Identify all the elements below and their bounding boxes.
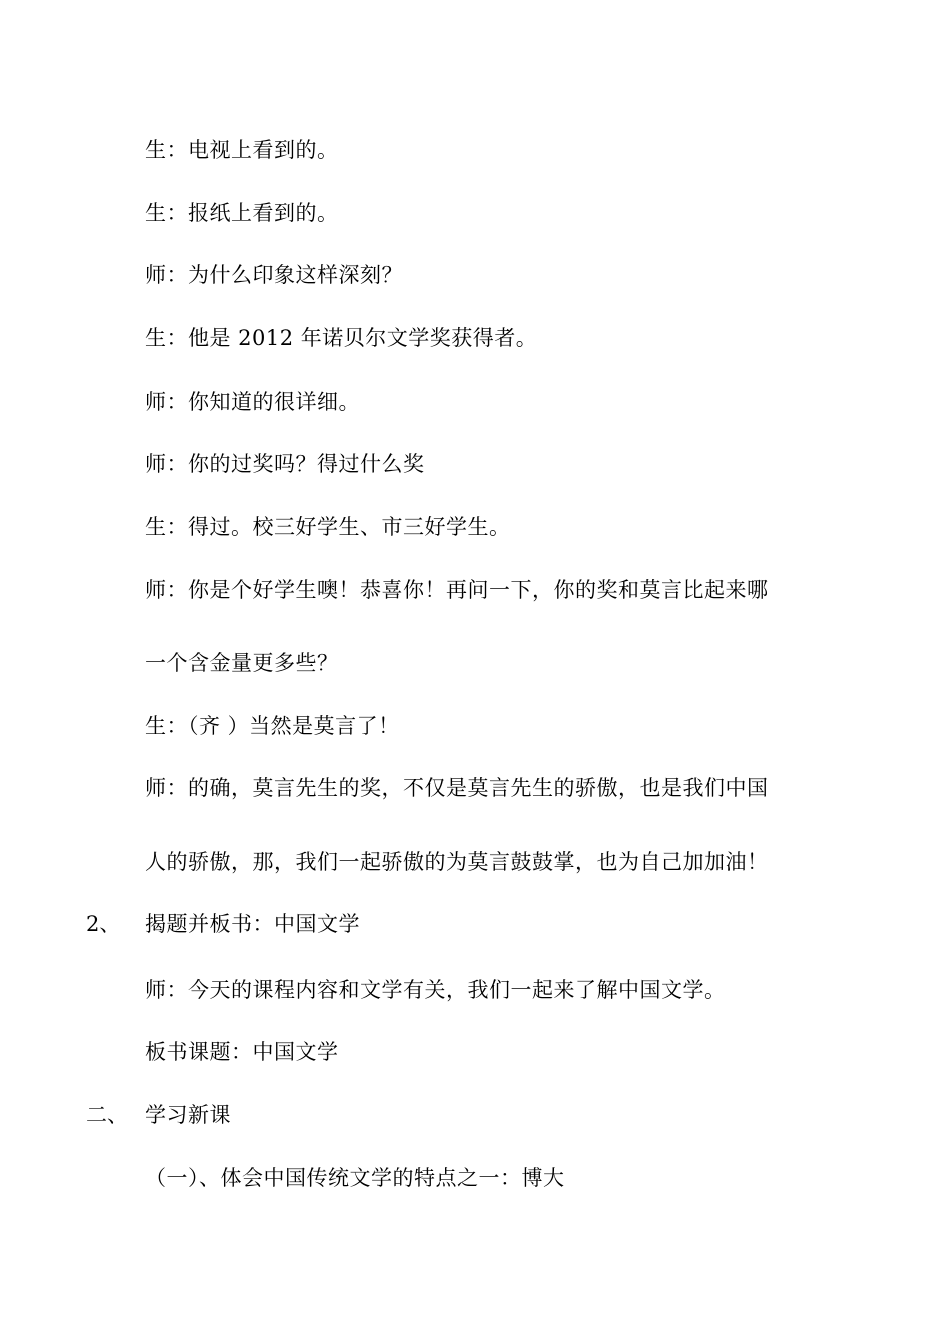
dialogue-line-continued: 人的骄傲，那，我们一起骄傲的为莫言鼓鼓掌，也为自己加加油！ bbox=[145, 850, 769, 874]
dialogue-line: 师：你的过奖吗？得过什么奖 bbox=[145, 452, 425, 476]
section-title: 揭题并板书：中国文学 bbox=[145, 912, 360, 936]
dialogue-line: 生：电视上看到的。 bbox=[145, 138, 339, 162]
dialogue-line: 生：（齐 ）当然是莫言了！ bbox=[145, 714, 400, 738]
dialogue-line: 师：的确，莫言先生的奖，不仅是莫言先生的骄傲，也是我们中国 bbox=[145, 776, 769, 800]
dialogue-line: 师：今天的课程内容和文学有关，我们一起来了解中国文学。 bbox=[145, 978, 726, 1002]
subsection-heading: （一）、体会中国传统文学的特点之一：博大 bbox=[145, 1166, 565, 1190]
board-title-line: 板书课题：中国文学 bbox=[145, 1040, 339, 1064]
dialogue-line: 师：为什么印象这样深刻？ bbox=[145, 263, 403, 287]
dialogue-line: 师：你是个好学生噢！恭喜你！再问一下，你的奖和莫言比起来哪 bbox=[145, 578, 769, 602]
section-number: 2、 bbox=[86, 912, 121, 936]
dialogue-line: 生：报纸上看到的。 bbox=[145, 201, 339, 225]
dialogue-line: 师：你知道的很详细。 bbox=[145, 390, 360, 414]
dialogue-line-continued: 一个含金量更多些？ bbox=[145, 651, 339, 675]
dialogue-line: 生：得过。校三好学生、市三好学生。 bbox=[145, 515, 511, 539]
chapter-number: 二、 bbox=[86, 1103, 128, 1127]
dialogue-line: 生：他是 2012 年诺贝尔文学奖获得者。 bbox=[145, 326, 538, 350]
chapter-title: 学习新课 bbox=[145, 1103, 231, 1127]
